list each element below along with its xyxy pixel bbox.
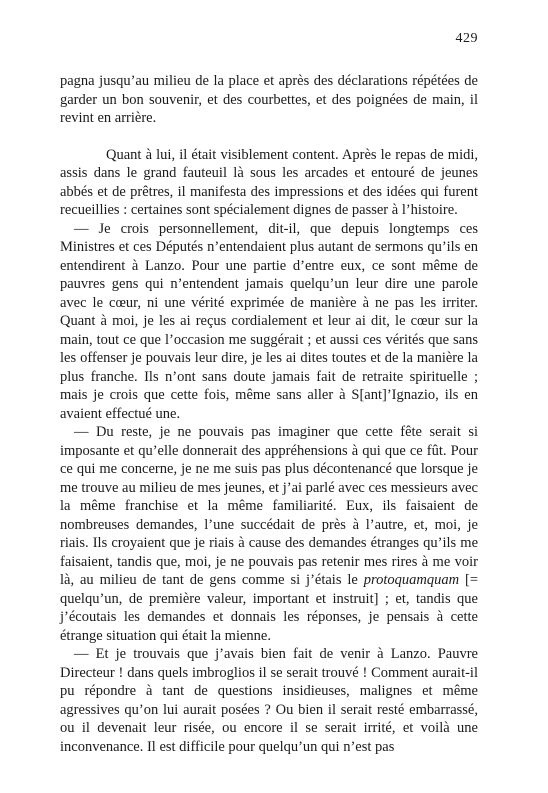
page-number: 429 bbox=[455, 31, 478, 46]
paragraph-4-italic-term: protoquamquam bbox=[363, 572, 460, 588]
paragraph-1: pagna jusqu’au milieu de la place et après des déclarations répétées de garder un bon souvenir, et des courbettes, et des poignées de main, il revint en arrière. bbox=[60, 73, 478, 126]
paragraph-2: Quant à lui, il était visiblement content. Après le repas de midi, assis dans le grand fauteuil là sous les arcades et entouré de jeunes abbés et de prêtres, il manifesta des impressions et des idées qui furent recueillies : certaines sont spécialement dignes de passer à l’histoire. bbox=[60, 146, 478, 218]
paragraph-3: — Je crois personnellement, dit-il, que depuis longtemps ces Ministres et ces Députés n’entendaient plus autant de sermons qu’ils en entendirent à Lanzo. Pour une partie d’entre eux, ce sont même de pauvres gens qui n’entendent jamais quelqu’un leur dire une parole avec le cœur, ni une vérité exprimée de manière à ne pas les irriter. Quant à moi, je les ai reçus cordialement et leur ai dit, le cœur sur la main, tout ce que l’occasion me suggérait ; et aussi ces vérités que sans les offenser je pouvais leur dire, je les ai dites toutes et de la manière la plus franche. Ils n’ont sans doute jamais fait de retraite spirituelle ; mais je crois que cette fois, même sans aller à S[ant]’Ignazio, ils en avaient effectué une. bbox=[60, 220, 478, 422]
paragraph-4 bbox=[60, 423, 478, 645]
paragraph-5: — Et je trouvais que j’avais bien fait de venir à Lanzo. Pauvre Directeur ! dans quels imbroglios il se serait trouvé ! Comment aurait-il pu répondre à tant de questions insidieuses, malignes et même agressives qu’on lui aurait posées ? Ou bien il serait resté embarrassé, ou il devenait leur risée, ou encore il se serait irrité, et voilà une inconvenance. Il est difficile pour quelqu’un qui n’est pas bbox=[60, 646, 478, 755]
paragraph-4-end: [= quelqu’un, de première valeur, important et instruit] ; et, tandis que j’écoutais les demandes et donnais les réponses, je pensais à cette étrange situation qui était la mienne. bbox=[60, 572, 478, 644]
paragraph-4-start: — Du reste, je ne pouvais pas imaginer que cette fête serait si imposante et qu’elle donnerait des appréhensions à qui que ce fût. Pour ce qui me concerne, je ne me suis pas plus décontenancé que lorsque je me trouve au milieu de mes jeunes, et j’ai parlé avec ces messieurs avec la même franchise et la même familiarité. Eux, ils faisaient de nombreuses demandes, l’une succédait de près à l’autre, et, moi, je riais. Ils croyaient que je riais à cause des demandes étranges qu’ils me faisaient, tandis que, moi, je ne pouvais pas retenir mes rires à me voir là, au milieu de tant de gens comme si j’étais le bbox=[60, 424, 478, 588]
body-text bbox=[60, 72, 478, 756]
